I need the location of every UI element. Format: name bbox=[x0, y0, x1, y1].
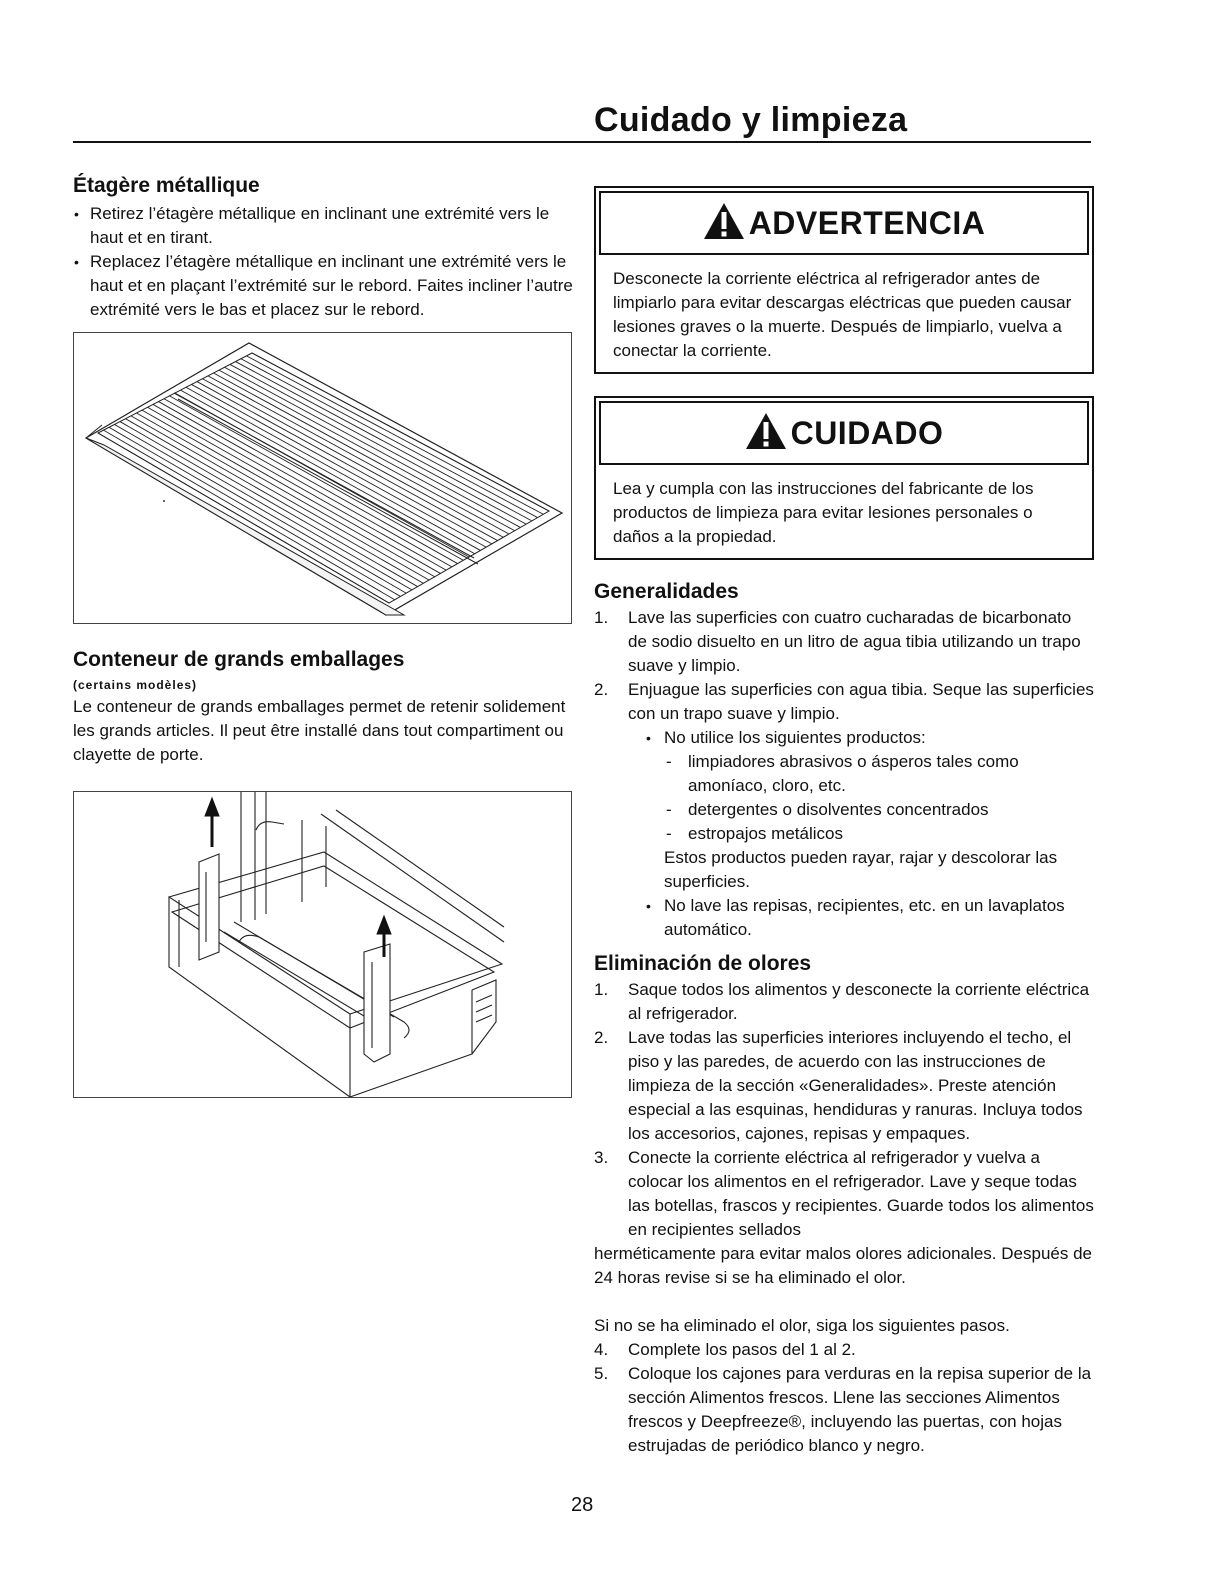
sub-item-text: No utilice los siguientes productos: bbox=[664, 728, 926, 747]
step-number: 1. bbox=[594, 980, 609, 999]
caution-box bbox=[594, 396, 1094, 560]
step-number: 2. bbox=[594, 1028, 609, 1047]
warning-title: ADVERTENCIA bbox=[748, 204, 986, 241]
odor-steps bbox=[594, 978, 1094, 1242]
page-number: 28 bbox=[571, 1494, 594, 1516]
general-steps bbox=[594, 606, 1094, 942]
list-item bbox=[646, 726, 1094, 894]
step-text: Conecte la corriente eléctrica al refrigerador y vuelva a colocar los alimentos en el refrigerador. Lave y seque todas las botellas, frascos y recipientes. Guarde todos los alimentos en recipientes sellados bbox=[628, 1148, 1094, 1239]
list-item: - estropajos metálicos bbox=[664, 822, 1094, 846]
step-number: 4. bbox=[594, 1340, 609, 1359]
step-number: 2. bbox=[594, 680, 609, 699]
warning-text: Desconecte la corriente eléctrica al refrigerador antes de limpiarlo para evitar descargas eléctricas que pueden causar lesiones graves o la muerte. Después de limpiarlo, vuelva a conectar la corriente. bbox=[613, 269, 1072, 360]
caution-text: Lea y cumpla con las instrucciones del fabricante de los productos de limpieza para evitar lesiones personales o daños a la propiedad. bbox=[613, 479, 1034, 546]
sub-list bbox=[628, 726, 1094, 942]
odor-steps-additional bbox=[594, 1338, 1094, 1458]
gallon-bin-illustration bbox=[73, 791, 572, 1098]
step-number: 3. bbox=[594, 1148, 609, 1167]
warning-triangle-icon bbox=[703, 202, 745, 245]
step-number: 1. bbox=[594, 608, 609, 627]
odor-heading: Eliminación de olores bbox=[594, 952, 812, 975]
dash-list bbox=[664, 750, 1094, 846]
wire-shelf-illustration bbox=[73, 332, 572, 624]
step-text: Lave todas las superficies interiores incluyendo el techo, el piso y las paredes, de acuerdo con las instrucciones de limpieza de la sección «Generalidades». Preste atención especial a las esquinas, hendiduras y ranuras. Incluya todos los accesorios, cajones, repisas y empaques. bbox=[628, 1028, 1083, 1143]
list-item: - limpiadores abrasivos o ásperos tales como amoníaco, cloro, etc. bbox=[664, 750, 1094, 798]
list-item: • No lave las repisas, recipientes, etc. en un lavaplatos automático. bbox=[646, 894, 1094, 942]
right-column bbox=[594, 186, 1094, 1458]
list-item bbox=[594, 1362, 1094, 1458]
shelf-heading: Étagère métallique bbox=[73, 174, 260, 197]
list-item bbox=[594, 606, 1094, 678]
title-rule bbox=[73, 141, 1091, 143]
step-text: Lave las superficies con cuatro cucharadas de bicarbonato de sodio disuelto en un litro de agua tibia utilizando un trapo suave y limpio. bbox=[628, 608, 1081, 675]
caution-header bbox=[599, 401, 1089, 465]
left-column bbox=[73, 172, 573, 1098]
caution-title: CUIDADO bbox=[790, 414, 944, 451]
odor-intro: Si no se ha eliminado el olor, siga los siguientes pasos. bbox=[594, 1316, 1010, 1335]
bin-description: Le conteneur de grands emballages permet de retenir solidement les grands articles. Il peut être installé dans tout compartiment ou clayette de porte. bbox=[73, 697, 566, 764]
general-heading: Generalidades bbox=[594, 580, 739, 603]
models-note: (certains modèles) bbox=[73, 678, 198, 692]
page-title: Cuidado y limpieza bbox=[594, 101, 908, 139]
list-item bbox=[594, 1146, 1094, 1242]
step-text: Saque todos los alimentos y desconecte la corriente eléctrica al refrigerador. bbox=[628, 980, 1090, 1023]
odor-continuation: herméticamente para evitar malos olores adicionales. Después de 24 horas revise si se ha eliminado el olor. bbox=[594, 1244, 1092, 1287]
warning-triangle-icon bbox=[745, 412, 787, 455]
list-item bbox=[594, 978, 1094, 1026]
shelf-instructions bbox=[73, 202, 573, 322]
list-item bbox=[594, 678, 1094, 942]
warning-box bbox=[594, 186, 1094, 374]
list-item: • Retirez l’étagère métallique en inclinant une extrémité vers le haut et en tirant. bbox=[73, 202, 573, 250]
warning-header bbox=[599, 191, 1089, 255]
step-text: Complete los pasos del 1 al 2. bbox=[628, 1340, 856, 1359]
list-item: - detergentes o disolventes concentrados bbox=[664, 798, 1094, 822]
step-text: Coloque los cajones para verduras en la repisa superior de la sección Alimentos frescos. Llene las secciones Alimentos frescos y Deepfreeze®, incluyendo las puertas, con hojas estrujadas de periódico blanco y negro. bbox=[628, 1364, 1092, 1455]
step-number: 5. bbox=[594, 1364, 609, 1383]
list-item bbox=[594, 1338, 1094, 1362]
step-text: Enjuague las superficies con agua tibia. Seque las superficies con un trapo suave y limpio. bbox=[628, 680, 1094, 723]
list-item bbox=[594, 1026, 1094, 1146]
bin-heading: Conteneur de grands emballages bbox=[73, 648, 405, 671]
list-item: • Replacez l’étagère métallique en inclinant une extrémité vers le haut et en plaçant l’extrémité sur le rebord. Faites incliner l’autre extrémité vers le bas et placez sur le rebord. bbox=[73, 250, 573, 322]
dash-note: Estos productos pueden rayar, rajar y descolorar las superficies. bbox=[664, 848, 1058, 891]
